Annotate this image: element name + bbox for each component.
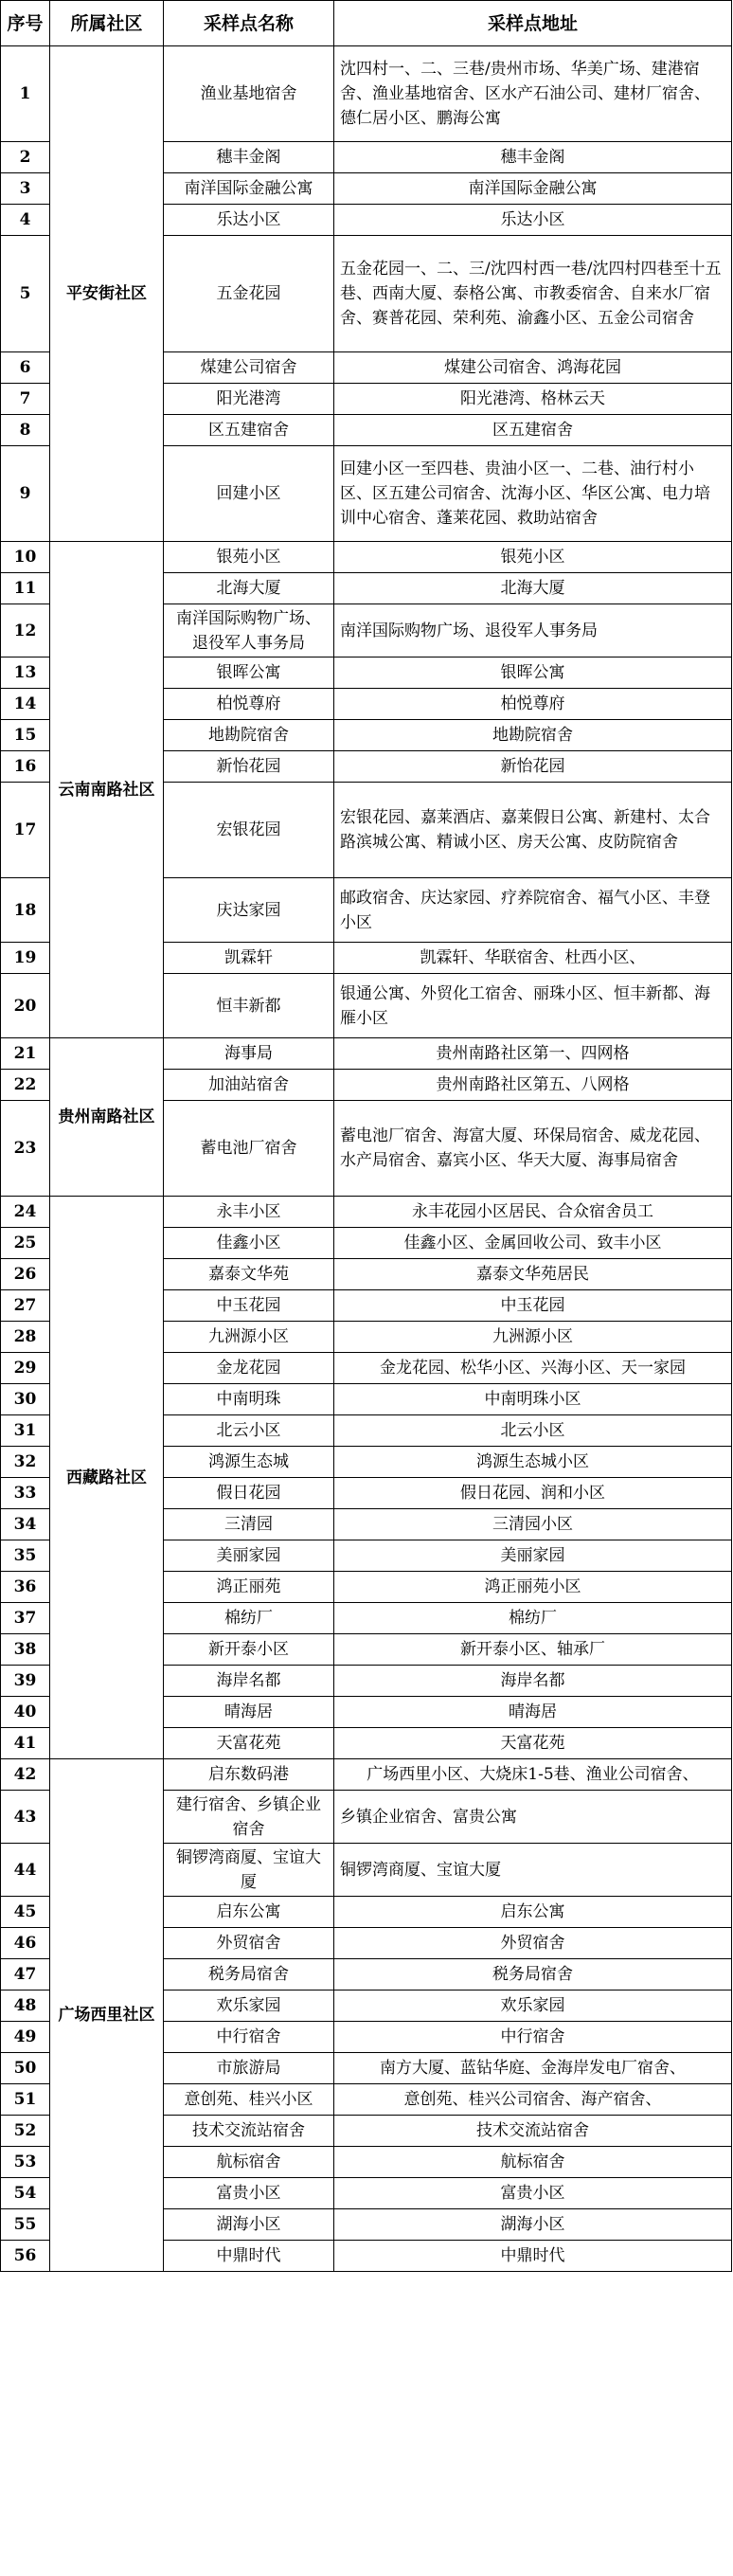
site-address-cell: 乡镇企业宿舍、富贵公寓 bbox=[334, 1791, 732, 1844]
site-name-cell: 新怡花园 bbox=[164, 751, 334, 783]
row-number: 32 bbox=[1, 1447, 50, 1478]
row-number: 31 bbox=[1, 1415, 50, 1447]
site-address-cell: 银通公寓、外贸化工宿舍、丽珠小区、恒丰新都、海雁小区 bbox=[334, 974, 732, 1038]
site-address-cell: 北云小区 bbox=[334, 1415, 732, 1447]
row-number: 35 bbox=[1, 1540, 50, 1572]
site-name-cell: 永丰小区 bbox=[164, 1197, 334, 1228]
site-name-cell: 北海大厦 bbox=[164, 573, 334, 604]
community-cell: 广场西里社区 bbox=[50, 1759, 164, 2272]
row-number: 6 bbox=[1, 352, 50, 384]
site-name-cell: 市旅游局 bbox=[164, 2053, 334, 2084]
site-name-cell: 欢乐家园 bbox=[164, 1991, 334, 2022]
site-address-cell: 宏银花园、嘉莱酒店、嘉莱假日公寓、新建村、太合路滨城公寓、精诚小区、房天公寓、皮防院宿舍 bbox=[334, 783, 732, 878]
row-number: 42 bbox=[1, 1759, 50, 1791]
site-name-cell: 渔业基地宿舍 bbox=[164, 46, 334, 142]
site-address-cell: 嘉泰文华苑居民 bbox=[334, 1259, 732, 1290]
site-name-cell: 晴海居 bbox=[164, 1697, 334, 1728]
site-name-cell: 外贸宿舍 bbox=[164, 1928, 334, 1959]
site-address-cell: 航标宿舍 bbox=[334, 2147, 732, 2178]
site-address-cell: 新怡花园 bbox=[334, 751, 732, 783]
site-address-cell: 中南明珠小区 bbox=[334, 1384, 732, 1415]
site-address-cell: 新开泰小区、轴承厂 bbox=[334, 1634, 732, 1666]
row-number: 43 bbox=[1, 1791, 50, 1844]
site-address-cell: 棉纺厂 bbox=[334, 1603, 732, 1634]
row-number: 53 bbox=[1, 2147, 50, 2178]
site-address-cell: 佳鑫小区、金属回收公司、致丰小区 bbox=[334, 1228, 732, 1259]
site-name-cell: 穗丰金阁 bbox=[164, 142, 334, 173]
header-site-name: 采样点名称 bbox=[164, 1, 334, 46]
site-name-cell: 天富花苑 bbox=[164, 1728, 334, 1759]
table-header-row bbox=[1, 1, 732, 46]
site-name-cell: 美丽家园 bbox=[164, 1540, 334, 1572]
site-name-cell: 凯霖轩 bbox=[164, 943, 334, 974]
row-number: 55 bbox=[1, 2209, 50, 2241]
row-number: 46 bbox=[1, 1928, 50, 1959]
site-name-cell: 嘉泰文华苑 bbox=[164, 1259, 334, 1290]
site-name-cell: 三清园 bbox=[164, 1509, 334, 1540]
row-number: 44 bbox=[1, 1844, 50, 1897]
row-number: 51 bbox=[1, 2084, 50, 2116]
site-name-cell: 佳鑫小区 bbox=[164, 1228, 334, 1259]
site-name-cell: 海事局 bbox=[164, 1038, 334, 1070]
site-address-cell: 假日花园、润和小区 bbox=[334, 1478, 732, 1509]
site-name-cell: 中玉花园 bbox=[164, 1290, 334, 1322]
site-name-cell: 建行宿舍、乡镇企业宿舍 bbox=[164, 1791, 334, 1844]
site-address-cell: 蓄电池厂宿舍、海富大厦、环保局宿舍、威龙花园、水产局宿舍、嘉宾小区、华天大厦、海事局宿舍 bbox=[334, 1101, 732, 1197]
site-name-cell: 柏悦尊府 bbox=[164, 689, 334, 720]
row-number: 7 bbox=[1, 384, 50, 415]
site-name-cell: 恒丰新都 bbox=[164, 974, 334, 1038]
site-name-cell: 加油站宿舍 bbox=[164, 1070, 334, 1101]
row-number: 25 bbox=[1, 1228, 50, 1259]
row-number: 37 bbox=[1, 1603, 50, 1634]
row-number: 41 bbox=[1, 1728, 50, 1759]
row-number: 45 bbox=[1, 1897, 50, 1928]
site-address-cell: 五金花园一、二、三/沈四村西一巷/沈四村四巷至十五巷、西南大厦、泰格公寓、市教委宿舍、自来水厂宿舍、赛普花园、荣利苑、渝鑫小区、五金公司宿舍 bbox=[334, 236, 732, 352]
row-number: 1 bbox=[1, 46, 50, 142]
row-number: 18 bbox=[1, 878, 50, 943]
header-site-address: 采样点地址 bbox=[334, 1, 732, 46]
site-name-cell: 中行宿舍 bbox=[164, 2022, 334, 2053]
site-address-cell: 煤建公司宿舍、鸿海花园 bbox=[334, 352, 732, 384]
site-name-cell: 新开泰小区 bbox=[164, 1634, 334, 1666]
site-address-cell: 湖海小区 bbox=[334, 2209, 732, 2241]
site-name-cell: 五金花园 bbox=[164, 236, 334, 352]
site-address-cell: 技术交流站宿舍 bbox=[334, 2116, 732, 2147]
table-body bbox=[1, 46, 732, 2272]
site-address-cell: 贵州南路社区第一、四网格 bbox=[334, 1038, 732, 1070]
site-address-cell: 铜锣湾商厦、宝谊大厦 bbox=[334, 1844, 732, 1897]
site-name-cell: 富贵小区 bbox=[164, 2178, 334, 2209]
site-address-cell: 美丽家园 bbox=[334, 1540, 732, 1572]
row-number: 9 bbox=[1, 446, 50, 542]
site-address-cell: 南洋国际金融公寓 bbox=[334, 173, 732, 205]
site-name-cell: 铜锣湾商厦、宝谊大厦 bbox=[164, 1844, 334, 1897]
site-address-cell: 地勘院宿舍 bbox=[334, 720, 732, 751]
site-address-cell: 阳光港湾、格林云天 bbox=[334, 384, 732, 415]
row-number: 26 bbox=[1, 1259, 50, 1290]
table-row bbox=[1, 46, 732, 142]
site-name-cell: 鸿源生态城 bbox=[164, 1447, 334, 1478]
site-name-cell: 银晖公寓 bbox=[164, 658, 334, 689]
row-number: 40 bbox=[1, 1697, 50, 1728]
site-address-cell: 贵州南路社区第五、八网格 bbox=[334, 1070, 732, 1101]
row-number: 23 bbox=[1, 1101, 50, 1197]
site-address-cell: 天富花苑 bbox=[334, 1728, 732, 1759]
site-address-cell: 中行宿舍 bbox=[334, 2022, 732, 2053]
row-number: 13 bbox=[1, 658, 50, 689]
row-number: 3 bbox=[1, 173, 50, 205]
site-name-cell: 海岸名都 bbox=[164, 1666, 334, 1697]
row-number: 5 bbox=[1, 236, 50, 352]
site-address-cell: 回建小区一至四巷、贵油小区一、二巷、油行村小区、区五建公司宿舍、沈海小区、华区公寓、电力培训中心宿舍、蓬莱花园、救助站宿舍 bbox=[334, 446, 732, 542]
site-name-cell: 地勘院宿舍 bbox=[164, 720, 334, 751]
site-name-cell: 九洲源小区 bbox=[164, 1322, 334, 1353]
site-address-cell: 穗丰金阁 bbox=[334, 142, 732, 173]
site-name-cell: 航标宿舍 bbox=[164, 2147, 334, 2178]
row-number: 21 bbox=[1, 1038, 50, 1070]
site-address-cell: 乐达小区 bbox=[334, 205, 732, 236]
site-name-cell: 中南明珠 bbox=[164, 1384, 334, 1415]
row-number: 56 bbox=[1, 2241, 50, 2272]
row-number: 52 bbox=[1, 2116, 50, 2147]
site-name-cell: 启东数码港 bbox=[164, 1759, 334, 1791]
site-address-cell: 启东公寓 bbox=[334, 1897, 732, 1928]
row-number: 50 bbox=[1, 2053, 50, 2084]
site-address-cell: 意创苑、桂兴公司宿舍、海产宿舍、 bbox=[334, 2084, 732, 2116]
header-community: 所属社区 bbox=[50, 1, 164, 46]
site-name-cell: 回建小区 bbox=[164, 446, 334, 542]
site-name-cell: 南洋国际购物广场、退役军人事务局 bbox=[164, 604, 334, 658]
site-address-cell: 中玉花园 bbox=[334, 1290, 732, 1322]
table-row bbox=[1, 542, 732, 573]
row-number: 16 bbox=[1, 751, 50, 783]
site-address-cell: 邮政宿舍、庆达家园、疗养院宿舍、福气小区、丰登小区 bbox=[334, 878, 732, 943]
site-name-cell: 鸿正丽苑 bbox=[164, 1572, 334, 1603]
site-address-cell: 柏悦尊府 bbox=[334, 689, 732, 720]
site-address-cell: 三清园小区 bbox=[334, 1509, 732, 1540]
row-number: 49 bbox=[1, 2022, 50, 2053]
site-address-cell: 区五建宿舍 bbox=[334, 415, 732, 446]
row-number: 15 bbox=[1, 720, 50, 751]
row-number: 27 bbox=[1, 1290, 50, 1322]
row-number: 28 bbox=[1, 1322, 50, 1353]
row-number: 36 bbox=[1, 1572, 50, 1603]
site-address-cell: 欢乐家园 bbox=[334, 1991, 732, 2022]
site-address-cell: 北海大厦 bbox=[334, 573, 732, 604]
row-number: 19 bbox=[1, 943, 50, 974]
site-address-cell: 外贸宿舍 bbox=[334, 1928, 732, 1959]
row-number: 54 bbox=[1, 2178, 50, 2209]
row-number: 8 bbox=[1, 415, 50, 446]
site-address-cell: 永丰花园小区居民、合众宿舍员工 bbox=[334, 1197, 732, 1228]
table-row bbox=[1, 1038, 732, 1070]
row-number: 34 bbox=[1, 1509, 50, 1540]
header-no: 序号 bbox=[1, 1, 50, 46]
site-name-cell: 中鼎时代 bbox=[164, 2241, 334, 2272]
row-number: 20 bbox=[1, 974, 50, 1038]
site-address-cell: 税务局宿舍 bbox=[334, 1959, 732, 1991]
row-number: 24 bbox=[1, 1197, 50, 1228]
site-name-cell: 北云小区 bbox=[164, 1415, 334, 1447]
site-name-cell: 庆达家园 bbox=[164, 878, 334, 943]
site-address-cell: 海岸名都 bbox=[334, 1666, 732, 1697]
site-name-cell: 煤建公司宿舍 bbox=[164, 352, 334, 384]
site-name-cell: 湖海小区 bbox=[164, 2209, 334, 2241]
community-cell: 平安街社区 bbox=[50, 46, 164, 542]
site-address-cell: 沈四村一、二、三巷/贵州市场、华美广场、建港宿舍、渔业基地宿舍、区水产石油公司、建材厂宿舍、德仁居小区、鹏海公寓 bbox=[334, 46, 732, 142]
row-number: 29 bbox=[1, 1353, 50, 1384]
site-name-cell: 宏银花园 bbox=[164, 783, 334, 878]
site-address-cell: 广场西里小区、大烧床1-5巷、渔业公司宿舍、 bbox=[334, 1759, 732, 1791]
row-number: 12 bbox=[1, 604, 50, 658]
site-name-cell: 南洋国际金融公寓 bbox=[164, 173, 334, 205]
community-cell: 云南南路社区 bbox=[50, 542, 164, 1038]
site-address-cell: 银苑小区 bbox=[334, 542, 732, 573]
site-name-cell: 税务局宿舍 bbox=[164, 1959, 334, 1991]
site-name-cell: 意创苑、桂兴小区 bbox=[164, 2084, 334, 2116]
row-number: 48 bbox=[1, 1991, 50, 2022]
site-address-cell: 金龙花园、松华小区、兴海小区、天一家园 bbox=[334, 1353, 732, 1384]
table-row bbox=[1, 1197, 732, 1228]
site-address-cell: 南方大厦、蓝钻华庭、金海岸发电厂宿舍、 bbox=[334, 2053, 732, 2084]
site-address-cell: 九洲源小区 bbox=[334, 1322, 732, 1353]
row-number: 14 bbox=[1, 689, 50, 720]
site-name-cell: 假日花园 bbox=[164, 1478, 334, 1509]
site-name-cell: 启东公寓 bbox=[164, 1897, 334, 1928]
row-number: 11 bbox=[1, 573, 50, 604]
site-address-cell: 鸿源生态城小区 bbox=[334, 1447, 732, 1478]
community-cell: 西藏路社区 bbox=[50, 1197, 164, 1759]
site-address-cell: 鸿正丽苑小区 bbox=[334, 1572, 732, 1603]
row-number: 39 bbox=[1, 1666, 50, 1697]
site-name-cell: 银苑小区 bbox=[164, 542, 334, 573]
row-number: 47 bbox=[1, 1959, 50, 1991]
site-name-cell: 技术交流站宿舍 bbox=[164, 2116, 334, 2147]
row-number: 38 bbox=[1, 1634, 50, 1666]
row-number: 4 bbox=[1, 205, 50, 236]
site-name-cell: 蓄电池厂宿舍 bbox=[164, 1101, 334, 1197]
site-name-cell: 阳光港湾 bbox=[164, 384, 334, 415]
row-number: 10 bbox=[1, 542, 50, 573]
site-address-cell: 晴海居 bbox=[334, 1697, 732, 1728]
site-address-cell: 银晖公寓 bbox=[334, 658, 732, 689]
community-cell: 贵州南路社区 bbox=[50, 1038, 164, 1197]
row-number: 17 bbox=[1, 783, 50, 878]
site-name-cell: 乐达小区 bbox=[164, 205, 334, 236]
site-address-cell: 南洋国际购物广场、退役军人事务局 bbox=[334, 604, 732, 658]
site-address-cell: 中鼎时代 bbox=[334, 2241, 732, 2272]
site-address-cell: 凯霖轩、华联宿舍、杜西小区、 bbox=[334, 943, 732, 974]
row-number: 33 bbox=[1, 1478, 50, 1509]
site-name-cell: 棉纺厂 bbox=[164, 1603, 334, 1634]
row-number: 30 bbox=[1, 1384, 50, 1415]
row-number: 22 bbox=[1, 1070, 50, 1101]
table-row bbox=[1, 1759, 732, 1791]
row-number: 2 bbox=[1, 142, 50, 173]
site-name-cell: 金龙花园 bbox=[164, 1353, 334, 1384]
site-name-cell: 区五建宿舍 bbox=[164, 415, 334, 446]
site-address-cell: 富贵小区 bbox=[334, 2178, 732, 2209]
